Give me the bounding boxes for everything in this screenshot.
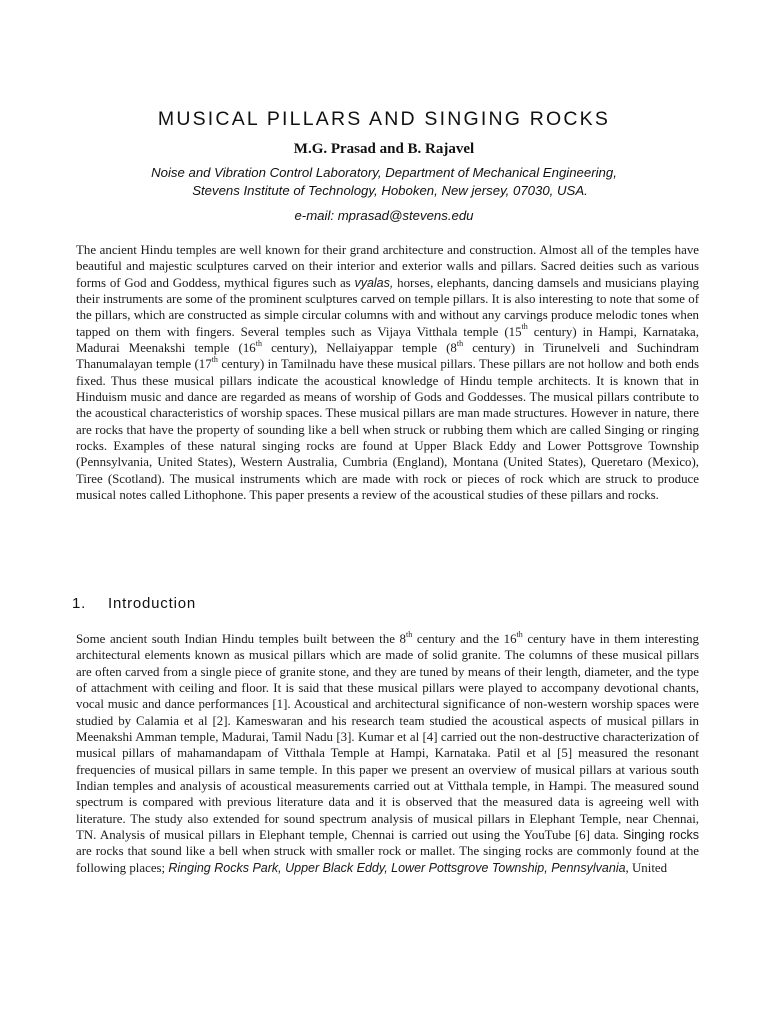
section-title: Introduction [108,595,196,612]
affiliation-line-2: Stevens Institute of Technology, Hoboken, New jersey, 07030, USA. [192,183,588,198]
abstract-text: century) in Hampi, Karnataka, Madurai Meenakshi temple (16 [76,324,699,356]
superscript: th [405,629,413,639]
intro-places: Ringing Rocks Park, Upper Black Eddy, Lower Pottsgrove Township, Pennsylvania [168,860,626,875]
abstract-paragraph [76,242,699,504]
abstract-text: century) in Tamilnadu have these musical pillars. These pillars are not hollow and both ends fixed. Thus these musical pillars indicate the acoustical knowledge of Hindu temple architects. It is known that in Hinduism music and dance are regarded as means of worship of Gods and Goddesses. The musical pillars contribute to the acoustical characteristics of worship spaces. These musical pillars are man made structures. However in nature, there are rocks that have the property of sounding like a bell when struck or rubbing them which are called Singing or ringing rocks. Examples of these natural singing rocks are found at Upper Black Eddy and Lower Pottsgrove Township (Pennsylvania, United States), Western Australia, Cumbria (England), Montana (United States), Queretaro (Mexico), Tiree (Scotland). The musical instruments which are made with rock or pieces of rock which are struck to produce musical notes called Lithophone. This paper presents a review of the acoustical studies of these pillars and rocks. [76,357,699,503]
intro-text: are rocks that sound like a bell when struck with smaller rock or mallet. The singing rocks are commonly found at the following places; [76,844,699,875]
intro-text: , United [625,860,668,875]
author-email: e-mail: mprasad@stevens.edu [294,208,474,223]
paper-title: MUSICAL PILLARS AND SINGING ROCKS [157,108,611,130]
superscript: th [211,355,218,365]
superscript: th [255,338,262,348]
superscript: th [456,338,464,348]
intro-text: century and the 16 [412,632,517,646]
intro-text: century have in them interesting architectural elements known as musical pillars which are made of solid granite. The columns of these musical pillars are often carved from a single piece of granite stone, and they are tuned by means of their length, diameter, and the type of attachment with ceiling and floor. It is said that these musical pillars were played to accompany devotional chants, vocal music and dance performances [1]. Acoustical and architectural significance of non-western worship spaces were studied by Calamia et al [2]. Kameswaran and his research team studied the acoustical aspects of musical pillars in Meenakshi Amman temple, Madurai, Tamil Nadu [3]. Kumar et al [4] carried out the non-destructive characterization of musical pillars of mahamandapam of Vitthala Temple at Hampi, Karnataka. Patil et al [5] measured the resonant frequencies of musical pillars in same temple. In this paper we present an overview of musical pillars at various south Indian temples and analysis of acoustical measurements carried out at Vitthala temple, in Hampi. The measured sound spectrum is compared with previous literature data and it is observed that the measured data is agreeing well with literature. The study also extended for sound spectrum analysis of musical pillars in Elephant Temple, near Chennai, TN. Analysis of musical pillars in Elephant temple, Chennai is carried out using the YouTube [6] data. [76,632,700,843]
abstract-text: century) in Tirunelveli and Suchindram Thanumalayan temple (17 [76,341,699,372]
abstract-text: horses, elephants, dancing damsels and musicians playing their instruments are some of the prominent sculptures carved on temple pillars. It is also interesting to note that some of the pillars, which are constructed as simple circular columns with and without any carvings produce melodic tones when tapped on them with fingers. Several temples such as Vijaya Vitthala temple (15 [76,275,699,339]
authors: M.G. Prasad and B. Rajavel [293,141,475,157]
abstract-text: The ancient Hindu temples are well known for their grand architecture and construction. Almost all of the temples have beautiful and majestic sculptures carved on their interior and exterior walls and pillars. Sacred deities such as various forms of God and Goddess, mythical figures such as [76,243,699,290]
section-heading-introduction [72,595,196,612]
intro-singing-rocks: Singing rocks [622,828,699,843]
introduction-paragraph [76,631,699,876]
section-number: 1. [72,595,87,612]
affiliation-line-1: Noise and Vibration Control Laboratory, Department of Mechanical Engineering, [151,165,617,180]
abstract-text: century), Nellaiyappar temple (8 [261,341,457,356]
superscript: th [516,629,523,639]
abstract-vyalas: vyalas, [354,275,394,290]
superscript: th [521,322,528,332]
intro-text: Some ancient south Indian Hindu temples built between the 8 [76,632,406,646]
